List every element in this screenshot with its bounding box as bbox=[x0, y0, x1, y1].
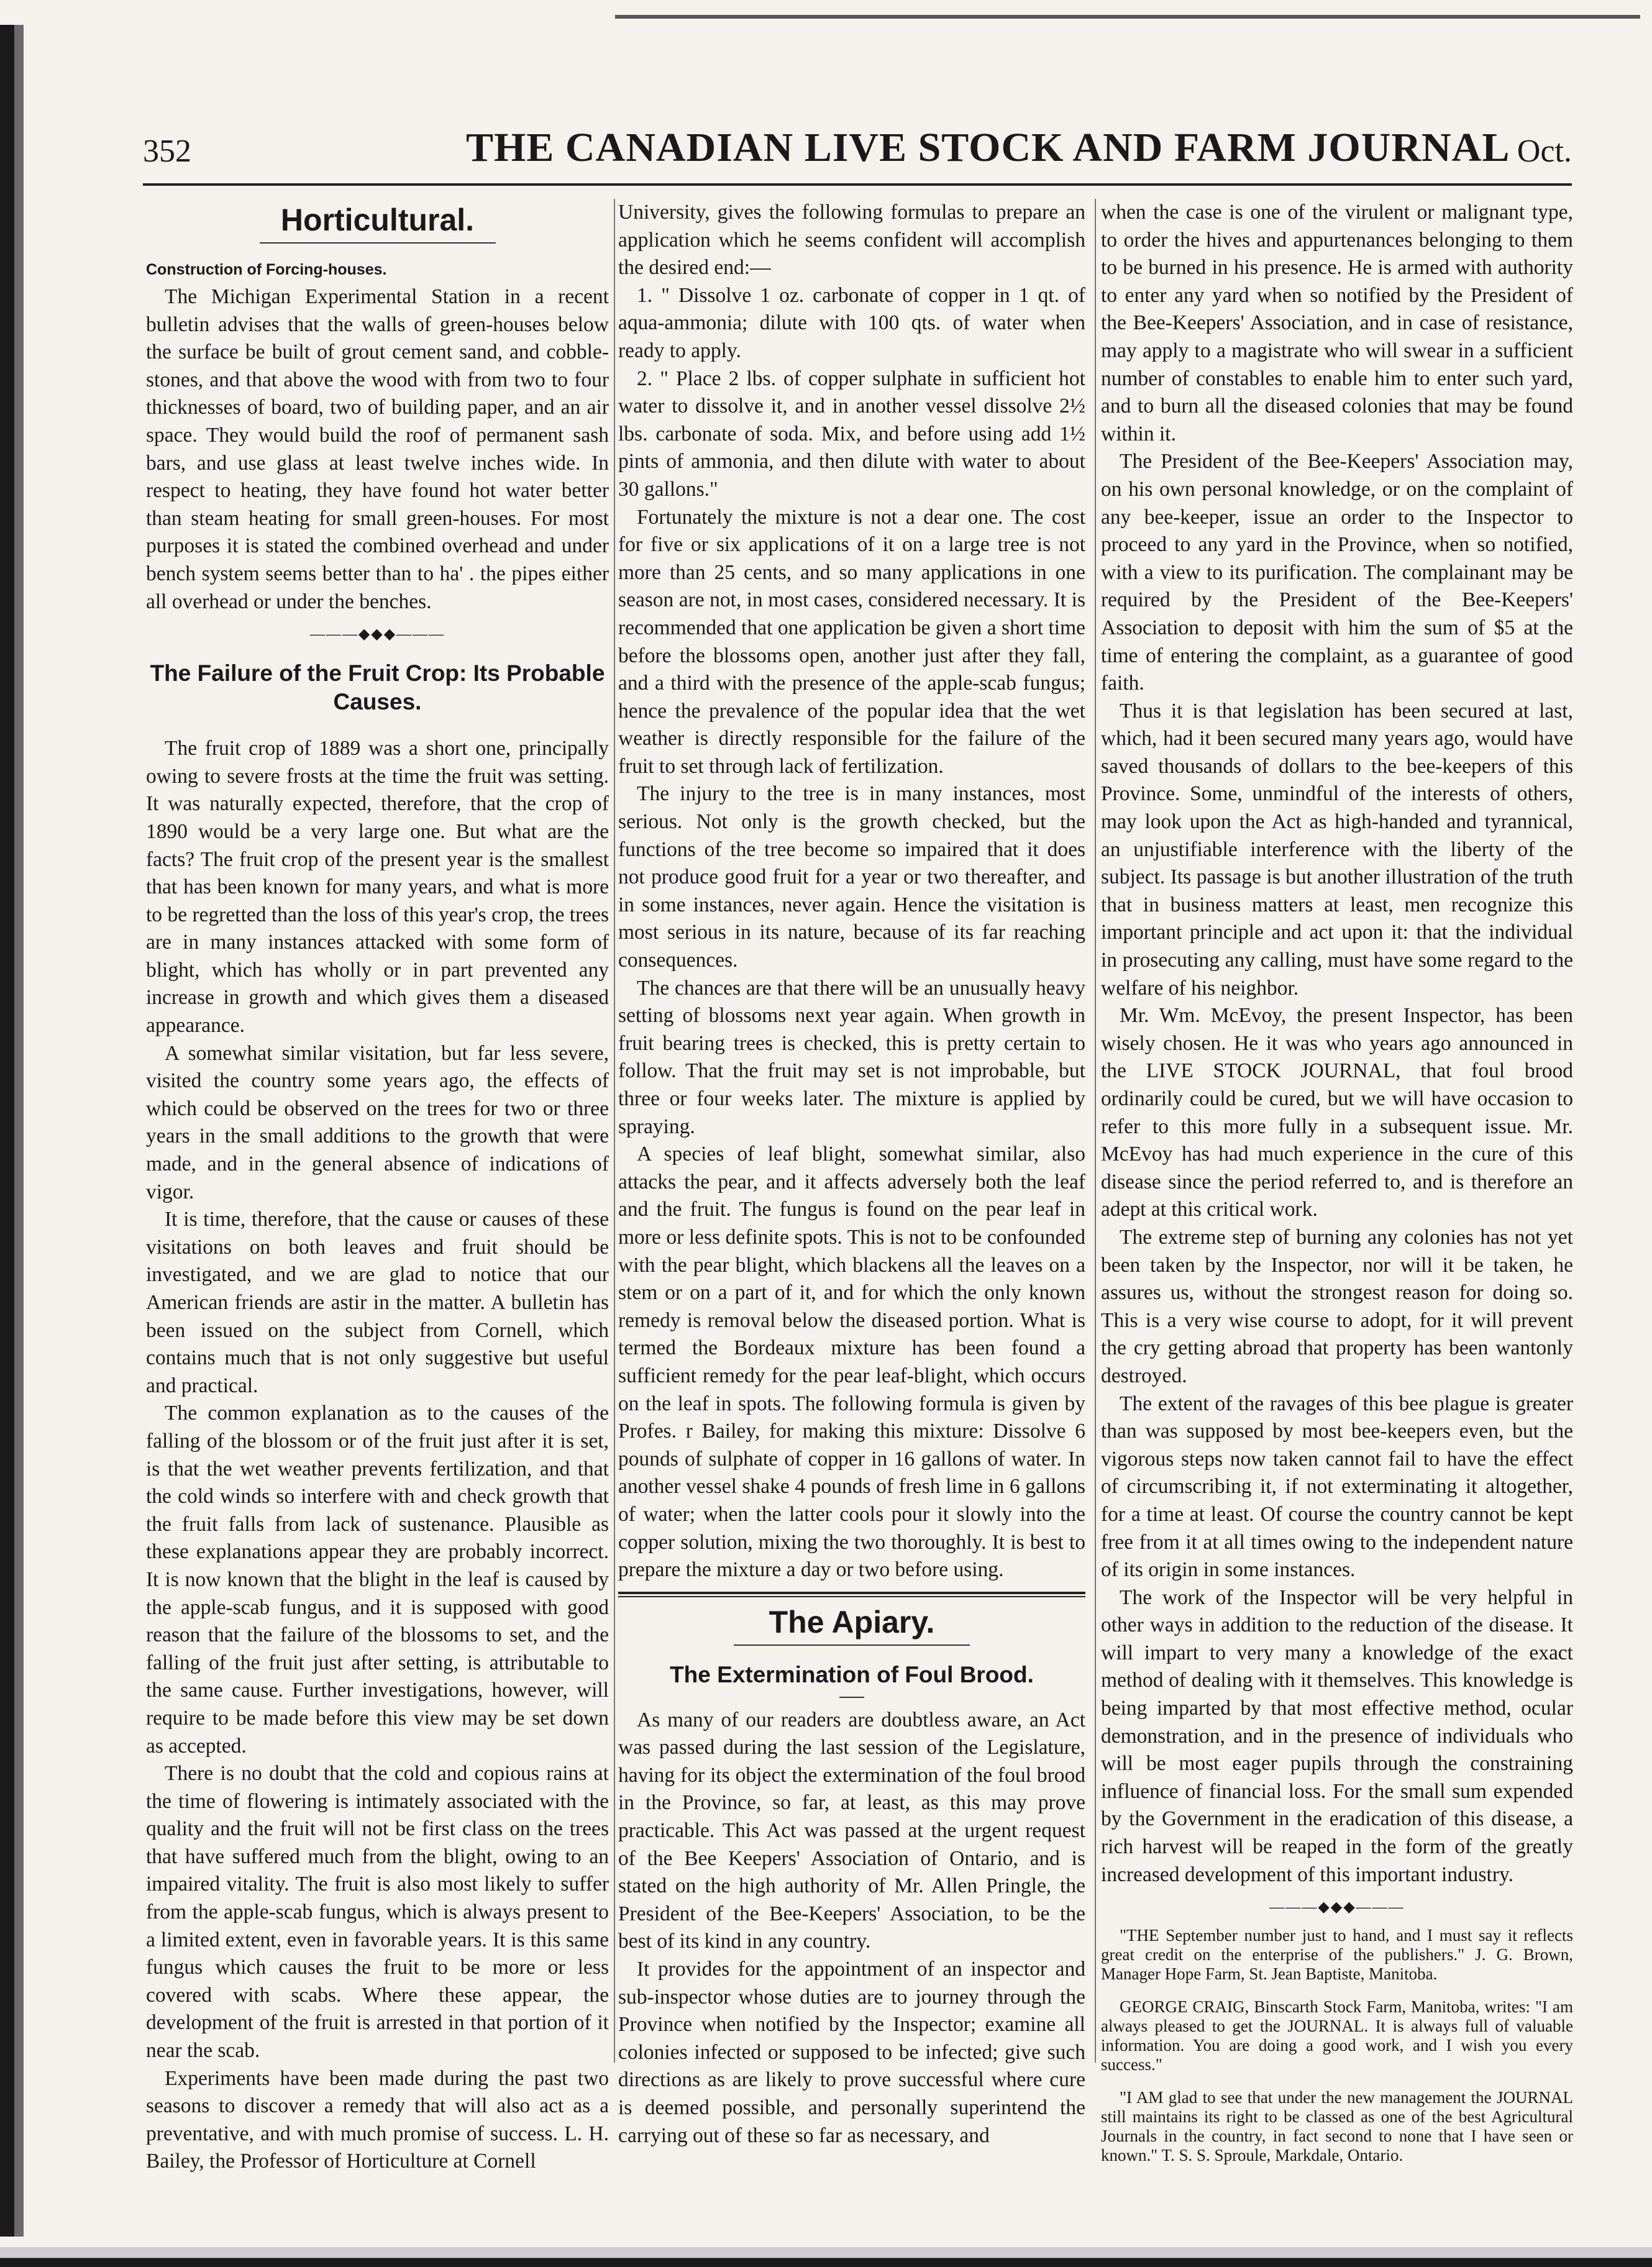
paragraph: The extent of the ravages of this bee plague is greater than was supposed by most bee-keepers even, but the vigorous steps now taken cannot fail to have the effect of circumscribing it, if not exterminating it altogether, for a time at least. Of course the country cannot be kept free from it at all times owing to the independent nature of its origin in some instances. bbox=[1101, 1392, 1573, 1582]
paragraph: when the case is one of the virulent or malignant type, to order the hives and appurtenances belonging to them to be burned in his presence. He is armed with authority to enter any yard when so notified by the President of the Bee-Keepers' Association, and in case of resistance, may apply to a magistrate who will swear in a sufficient number of constables to enable him to enter such yard, and to burn all the diseased colonies that may be found within it. bbox=[1101, 201, 1573, 445]
article-title-forcing-houses: Construction of Forcing-houses. bbox=[146, 261, 387, 278]
paragraph: The work of the Inspector will be very helpful in other ways in addition to the reduction of the disease. It will impart to very many a knowledge of the exact method of dealing with it themselves. This knowledge is being imparted by that most effective method, ocular demonstration, and in the presence of individuals who will be most eager pupils through the constraining influence of financial loss. For the small sum expended by the Government in the eradication of this disease, a rich harvest will be reaped in the form of the greatly increased development of this important industry. bbox=[1101, 1585, 1573, 1886]
journal-title: THE CANADIAN LIVE STOCK AND FARM JOURNAL bbox=[466, 125, 1510, 170]
section-double-rule bbox=[618, 1592, 1085, 1597]
paragraph: Thus it is that legislation has been secured at last, which, had it been secured many years ago, would have saved thousands of dollars to the bee-keepers of this Province. Some, unmindful of the interests of others, may look upon the Act as high-handed and tyrannical, an unjustifiable interference with the liberty of the subject. Its passage is but another illustration of the truth that in business matters at least, men recognize this important principle and act upon it: that the individual in prosecuting any calling, must have some regard to the welfare of his neighbor. bbox=[1101, 699, 1573, 1000]
paragraph: The fruit crop of 1889 was a short one, principally owing to severe frosts at the time the fruit was setting. It was naturally expected, therefore, that the crop of 1890 would be a very large one. But what are the facts? The fruit crop of the present year is the smallest that has been known for many years, and what is more to be regretted than the loss of this year's crop, the trees are in many instances attacked with some form of blight, which has wholly or in part prevented any increase in growth and which gives them a diseased appearance. bbox=[146, 737, 609, 1038]
section-title-apiary: The Apiary. bbox=[769, 1604, 935, 1640]
paragraph: The President of the Bee-Keepers' Association may, on his own personal knowledge, or on the complaint of any bee-keeper, issue an order to the Inspector to proceed to any yard in the Province, when so notified, with a view to its purification. The complainant may be required by the President of the Bee-Keepers' Association to deposit with him the sum of $5 at the time of entering the complaint, as a guarantee of good faith. bbox=[1101, 450, 1573, 695]
section-rule bbox=[734, 1644, 970, 1646]
page-header bbox=[143, 124, 1572, 180]
column-2 bbox=[618, 199, 1085, 2147]
paragraph: University, gives the following formulas to prepare an application which he seems confident will accomplish the desired end:— bbox=[618, 201, 1085, 280]
page-binding-edge bbox=[0, 25, 24, 2237]
paragraph: The common explanation as to the causes of the falling of the blossom or of the fruit just after it is set, is that the wet weather prevents fertilization, and that the cold winds so interfere with and check growth that the fruit falls from lack of sustenance. Plausible as these explanations appear they are probably incorrect. It is now known that the blight in the leaf is caused by the apple-scab fungus, and it is supposed with good reason that the failure of the blossoms to set, and the falling of the fruit just after setting, is attributable to the same cause. Further investigations, however, will require to be made before this view may be set down as accepted. bbox=[146, 1402, 609, 1758]
paragraph: As many of our readers are doubtless aware, an Act was passed during the last session of the Legislature, having for its object the extermination of the foul brood in the Province, so far, at least, as this may prove practicable. This Act was passed at the urgent request of the Bee Keepers' Association of Ontario, and is stated on the high authority of Mr. Allen Pringle, the President of the Bee-Keepers' Association, to be the best of its kind in any country. bbox=[618, 1708, 1085, 1953]
paragraph: A species of leaf blight, somewhat similar, also attacks the pear, and it affects adversely both the leaf and the fruit. The fungus is found on the pear leaf in more or less definite spots. This is not to be confounded with the pear blight, which blackens all the leaves on a stem or on a part of it, and for which the only known remedy is removal below the diseased portion. What is termed the Bordeaux mixture has been found a sufficient remedy for the pear leaf-blight, which occurs on the leaf in spots. The following formula is given by Profes. r Bailey, for making this mixture: Dissolve 6 pounds of sulphate of copper in 16 gallons of water. In another vessel shake 4 pounds of fresh lime in 6 gallons of water; when the latter cools pour it slowly into the copper solution, mixing the two thoroughly. It is best to prepare the mixture a day or two before using. bbox=[618, 1143, 1085, 1582]
article-title-fruit-crop: The Failure of the Fruit Crop: Its Probable Causes. bbox=[150, 660, 605, 715]
paragraph: The chances are that there will be an unusually heavy setting of blossoms next year again. When growth in fruit bearing trees is checked, this is pretty certain to follow. That the fruit may set is not improbable, but three or four weeks later. The mixture is applied by spraying. bbox=[618, 976, 1085, 1138]
testimonial: "THE September number just to hand, and I must say it reflects great credit on the enterprise of the publishers." J. G. Brown, Manager Hope Farm, St. Jean Baptiste, Manitoba. bbox=[1101, 1926, 1573, 1984]
paragraph: It provides for the appointment of an inspector and sub-inspector whose duties are to journey through the Province when notified by the Inspector; examine all colonies infected or supposed to be infected; give such directions as are likely to prove successful where cure is deemed possible, and personally superintend the carrying out of these so far as necessary, and bbox=[618, 1958, 1085, 2147]
top-rule bbox=[615, 15, 1640, 19]
header-rule bbox=[143, 183, 1572, 186]
paragraph: A somewhat similar visitation, but far less severe, visited the country some years ago, the effects of which could be observed on the trees for two or three years in the small additions to the growth that were made, and in the general absence of indications of vigor. bbox=[146, 1041, 609, 1203]
section-rule bbox=[260, 242, 496, 244]
formula-2: 2. " Place 2 lbs. of copper sulphate in sufficient hot water to dissolve it, and in another vessel dissolve 2½ lbs. carbonate of soda. Mix, and before using add 1½ pints of ammonia, and then dilute with water to about 30 gallons." bbox=[618, 367, 1085, 501]
paragraph: Fortunately the mixture is not a dear one. The cost for five or six applications of it on a large tree is not more than 25 cents, and so many applications in one season are not, in most cases, considered necessary. It is recommended that one application be given a short time before the blossoms open, another just after they fall, and a third with the presence of the apple-scab fungus; hence the prevalence of the popular idea that the wet weather is directly responsible for the failure of the fruit to set through lack of fertilization. bbox=[618, 505, 1085, 778]
column-divider bbox=[1095, 199, 1096, 2063]
column-1 bbox=[146, 199, 609, 2173]
column-divider bbox=[614, 199, 615, 2063]
page-number: 352 bbox=[143, 134, 191, 169]
ornament-divider: ———◆◆◆——— bbox=[1269, 1899, 1405, 1916]
paragraph: The injury to the tree is in many instances, most serious. Not only is the growth checked, but the functions of the tree become so impaired that it does not produce good fruit for a year or two thereafter, and in some instances, never again. Hence the visitation is most serious in its nature, because of its far reaching consequences. bbox=[618, 782, 1085, 972]
paragraph: It is time, therefore, that the cause or causes of these visitations on both leaves and fruit should be investigated, and we are glad to notice that our American friends are astir in the matter. A bulletin has been issued on the subject from Cornell, which contains much that is not only suggestive but useful and practical. bbox=[146, 1208, 609, 1397]
page-bottom-edge bbox=[0, 2247, 1652, 2267]
paragraph: There is no doubt that the cold and copious rains at the time of flowering is intimately associated with the quality and the fruit will not be first class on the trees that have suffered much from the blight, owing to an impaired vitality. The fruit is also most likely to suffer from the apple-scab fungus, which is always present to a limited extent, even in favorable years. It is this same fungus which causes the fruit to be more or less covered with scabs. Where these appear, the development of the fruit is arrested in that portion of it near the scab. bbox=[146, 1762, 609, 2063]
paragraph: The Michigan Experimental Station in a recent bulletin advises that the walls of green-houses below the surface be built of grout cement sand, and cobble-stones, and that above the wood with from two to four thicknesses of board, two of building paper, and an air space. They would build the roof of permanent sash bars, and use glass at least twelve inches wide. In respect to heating, they have found hot water better than steam heating for small green-houses. For most purposes it is stated the combined overhead and under bench system seems better than to ha' . the pipes either all overhead or under the benches. bbox=[146, 285, 609, 613]
paragraph: Experiments have been made during the past two seasons to discover a remedy that will also act as a preventative, and with much promise of success. L. H. Bailey, the Professor of Horticulture at Cornell bbox=[146, 2066, 609, 2173]
testimonial: "I AM glad to see that under the new management the JOURNAL still maintains its right to be classed as one of the best Agricultural Journals in the country, in fact second to none that I have seen or known." T. S. S. Sproule, Markdale, Ontario. bbox=[1101, 2088, 1573, 2165]
short-rule bbox=[839, 1697, 864, 1698]
article-title-foul-brood: The Extermination of Foul Brood. bbox=[670, 1661, 1034, 1687]
issue-month: Oct. bbox=[1517, 134, 1572, 169]
paragraph: The extreme step of burning any colonies has not yet been taken by the Inspector, nor will it be taken, he assures us, without the strongest reason for doing so. This is a very wise course to adopt, for it will prevent the cry getting abroad that property has been wantonly destroyed. bbox=[1101, 1225, 1573, 1387]
testimonial: GEORGE CRAIG, Binscarth Stock Farm, Manitoba, writes: "I am always pleased to get the JOURNAL. It is always full of valuable information. You are doing a good work, and I wish you every success." bbox=[1101, 1997, 1573, 2074]
paragraph: Mr. Wm. McEvoy, the present Inspector, has been wisely chosen. He it was who years ago announced in the LIVE STOCK JOURNAL, that foul brood ordinarily could be cured, but we will have occasion to refer to this more fully in a subsequent issue. Mr. McEvoy has had much experience in the cure of this disease since the period referred to, and is therefore an adept at this critical work. bbox=[1101, 1004, 1573, 1221]
section-title-horticultural: Horticultural. bbox=[280, 203, 475, 237]
formula-1: 1. " Dissolve 1 oz. carbonate of copper in 1 qt. of aqua-ammonia; dilute with 100 qts. of water when ready to apply. bbox=[618, 283, 1085, 362]
column-3 bbox=[1101, 199, 1573, 2165]
ornament-divider: ———◆◆◆——— bbox=[309, 626, 445, 643]
